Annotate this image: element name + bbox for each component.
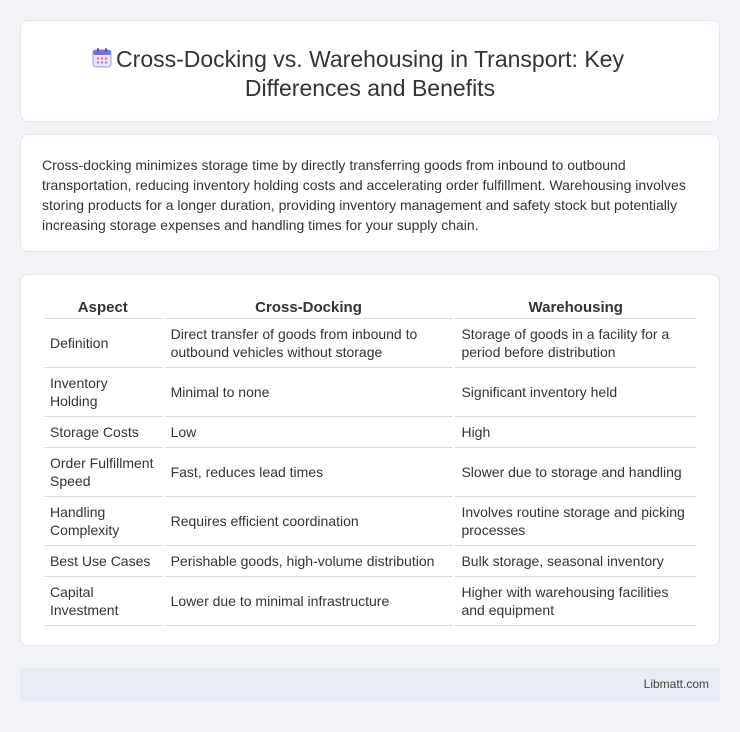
comparison-card (20, 274, 720, 646)
cross-docking-cell: Requires efficient coordination (165, 497, 453, 546)
warehousing-cell: Storage of goods in a facility for a period before distribution (455, 319, 696, 368)
warehousing-cell: Higher with warehousing facilities and equipment (455, 577, 696, 626)
table-row (44, 448, 696, 497)
table-row (44, 577, 696, 626)
aspect-cell: Definition (44, 319, 162, 368)
aspect-cell: Capital Investment (44, 577, 162, 626)
column-header-cross-docking: Cross-Docking (165, 297, 453, 319)
cross-docking-cell: Lower due to minimal infrastructure (165, 577, 453, 626)
summary-text: Cross-docking minimizes storage time by directly transferring goods from inbound to outbound transportation, reducing inventory holding costs and accelerating order fulfillment. Warehousing involves storing products for a longer duration, providing inventory management and safety stock but potentially increasing storage expenses and handling times for your supply chain. (42, 157, 686, 233)
table-row (44, 497, 696, 546)
warehousing-cell: Significant inventory held (455, 368, 696, 417)
cross-docking-cell: Minimal to none (165, 368, 453, 417)
title-card (20, 20, 720, 122)
column-header-aspect: Aspect (44, 297, 162, 319)
warehousing-cell: Involves routine storage and picking processes (455, 497, 696, 546)
warehousing-cell: Slower due to storage and handling (455, 448, 696, 497)
footer-brand-link[interactable]: Libmatt.com (643, 677, 709, 691)
warehousing-cell: High (455, 417, 696, 448)
warehousing-cell: Bulk storage, seasonal inventory (455, 546, 696, 577)
aspect-cell: Handling Complexity (44, 497, 162, 546)
footer-bar (20, 668, 720, 702)
table-row (44, 319, 696, 368)
table-row (44, 417, 696, 448)
table-row (44, 368, 696, 417)
column-header-warehousing: Warehousing (455, 297, 696, 319)
aspect-cell: Best Use Cases (44, 546, 162, 577)
table-row (44, 546, 696, 577)
page-title: Cross-Docking vs. Warehousing in Transport: Key Differences and Benefits (116, 46, 624, 101)
aspect-cell: Inventory Holding (44, 368, 162, 417)
summary-card (20, 134, 720, 252)
cross-docking-cell: Low (165, 417, 453, 448)
comparison-table (41, 297, 699, 626)
aspect-cell: Storage Costs (44, 417, 162, 448)
table-header-row (44, 297, 696, 319)
cross-docking-cell: Fast, reduces lead times (165, 448, 453, 497)
aspect-cell: Order Fulfillment Speed (44, 448, 162, 497)
cross-docking-cell: Direct transfer of goods from inbound to outbound vehicles without storage (165, 319, 453, 368)
cross-docking-cell: Perishable goods, high-volume distribution (165, 546, 453, 577)
